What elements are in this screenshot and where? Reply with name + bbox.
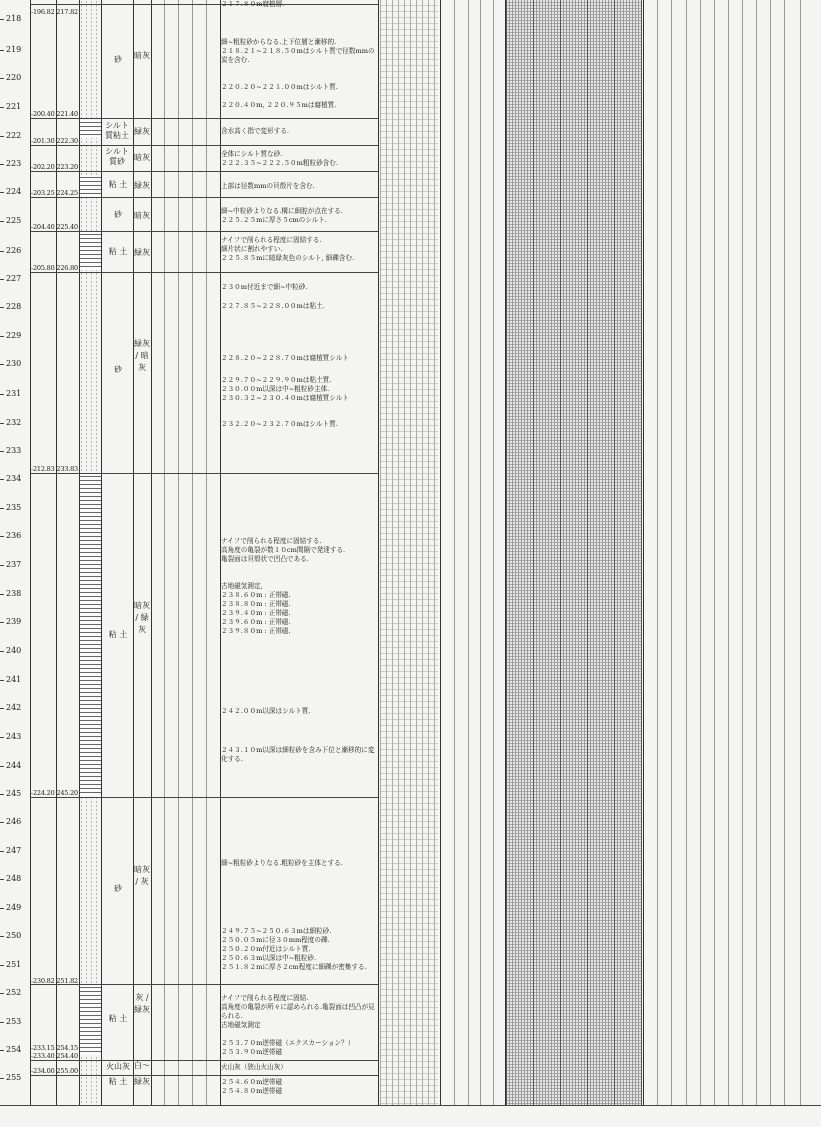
depth-tick: [0, 1078, 4, 1079]
depth-tick: [0, 766, 4, 767]
depth-label: 249: [6, 903, 22, 912]
description-text: ナイフで削られる程度に固結する. 細片状に割れやすい. ２２５.８５mに暗緑灰色のシルト, 細礫含む.: [221, 236, 355, 262]
depth-label: 242: [6, 703, 22, 712]
depth-tick: [0, 221, 4, 222]
soil-color: 灰 / 緑灰: [134, 993, 150, 1014]
lithology-clay-band-3: [79, 232, 101, 270]
depth-tick: [0, 336, 4, 337]
depth-tick: [0, 451, 4, 452]
description-text: ２２０.４０m, ２２０.９５mは腐植質.: [221, 101, 337, 109]
depth-label: 220: [6, 73, 22, 82]
description-text: ２２８.２０~２２８.７０mは腐植質シルト: [221, 354, 349, 362]
soil-name: 砂: [114, 884, 122, 893]
soil-color: 暗灰 / 緑灰: [134, 601, 150, 634]
depth-label: 245: [6, 789, 22, 798]
depth-label: 218: [6, 14, 22, 23]
description-text: ２５３.７０m逆帯磁（エクスカーション？） ２５３.９０m逆帯磁: [221, 1039, 355, 1056]
description-text: ２２７.８５~２２８.００mは粘土.: [221, 302, 325, 310]
soil-color: 緑灰: [134, 1077, 150, 1086]
depth-tick: [0, 536, 4, 537]
description-text: 上部は径数mmの貝殻片を含む.: [221, 182, 315, 190]
depth-label: 254: [6, 1045, 22, 1054]
elevation-label: -203.25 224.25: [31, 189, 78, 197]
lithology-clay-band-4: [79, 474, 101, 796]
depth-label: 226: [6, 246, 22, 255]
depth-tick: [0, 708, 4, 709]
depth-tick: [0, 680, 4, 681]
depth-tick: [0, 622, 4, 623]
description-text: 古地磁気測定, ２３８.６０m : 正帯磁. ２３８.８０m : 正帯磁. ２３９.４０m : 正帯磁. ２３９.６０m : 正帯磁. ２３９.８０m : 正帯磁.: [221, 582, 291, 635]
description-text: ２３０m付近まで細~中粒砂.: [221, 283, 308, 291]
soil-color: 緑灰: [134, 248, 150, 257]
depth-label: 238: [6, 589, 22, 598]
soil-name: 粘 土: [108, 1077, 128, 1086]
depth-tick: [0, 794, 4, 795]
depth-label: 243: [6, 732, 22, 741]
depth-tick: [0, 136, 4, 137]
depth-tick: [0, 423, 4, 424]
depth-tick: [0, 936, 4, 937]
lithology-clay-band-5: [79, 985, 101, 1055]
elevation-label: -212.83 233.83: [31, 465, 78, 473]
elevation-label: -204.40 225.40: [31, 223, 78, 231]
soil-name: 砂: [114, 365, 122, 374]
description-text: ２５４.６０m逆帯磁 ２５４.８０m逆帯磁: [221, 1078, 283, 1095]
lithology-clay-band-2: [79, 175, 101, 197]
lithology-clay-band-1: [79, 120, 101, 138]
depth-tick: [0, 78, 4, 79]
elevation-label: -200.40 221.40: [31, 110, 78, 118]
description-text: 細~粗粒砂よりなる.粗粒砂を主体とする.: [221, 859, 343, 867]
depth-tick: [0, 565, 4, 566]
depth-label: 229: [6, 331, 22, 340]
depth-label: 230: [6, 359, 22, 368]
depth-label: 222: [6, 131, 22, 140]
depth-label: 241: [6, 675, 22, 684]
graph-grid-small: [380, 0, 438, 1105]
soil-name: シルト質砂: [105, 147, 129, 166]
soil-color: 暗灰: [134, 153, 150, 162]
depth-label: 248: [6, 874, 22, 883]
depth-tick: [0, 508, 4, 509]
depth-tick: [0, 279, 4, 280]
description-text: 細~粗粒砂からなる.上下位層と漸移的. ２１８.２１~２１８.５０mはシルト質で径数mmの炭を含む.: [221, 38, 375, 64]
depth-tick: [0, 364, 4, 365]
depth-tick: [0, 965, 4, 966]
soil-color: 暗灰 / 灰: [134, 865, 150, 886]
depth-label: 240: [6, 646, 22, 655]
depth-label: 219: [6, 45, 22, 54]
soil-name: 砂: [114, 55, 122, 64]
depth-label: 244: [6, 761, 22, 770]
depth-tick: [0, 822, 4, 823]
soil-color: 白〜: [134, 1061, 150, 1070]
depth-label: 239: [6, 617, 22, 626]
depth-label: 224: [6, 187, 22, 196]
soil-color: 暗灰: [134, 51, 150, 60]
depth-tick: [0, 908, 4, 909]
soil-name: 粘 土: [108, 180, 128, 189]
description-text: 火山灰（狭山火山灰）: [221, 1063, 287, 1071]
depth-label: 221: [6, 102, 22, 111]
description-text: ２４２.００m以深はシルト質.: [221, 707, 311, 715]
description-text: ２４３.１０m以深は細粒砂を含み下位と漸移的に変化する.: [221, 746, 375, 763]
depth-label: 247: [6, 846, 22, 855]
soil-name: シルト質粘土: [105, 121, 129, 140]
depth-tick: [0, 851, 4, 852]
depth-tick: [0, 164, 4, 165]
depth-tick: [0, 1050, 4, 1051]
elevation-label: -201.30 222.30: [31, 137, 78, 145]
description-text: 全体にシルト質な砂. ２２２.３５~２２２.５０m粗粒砂含む.: [221, 150, 338, 167]
depth-tick: [0, 307, 4, 308]
soil-name: 粘 土: [108, 1014, 128, 1023]
description-text: ２１７.８０m腐植層.: [221, 0, 285, 8]
depth-tick: [0, 993, 4, 994]
description-text: ナイフで削られる程度に固結. 高角度の亀裂が所々に認められる.亀裂面は凹凸が見られる. 古地磁気測定: [221, 994, 375, 1029]
soil-name: 粘 土: [108, 630, 128, 639]
description-text: 細~中粒砂よりなる.構に細腔が点在する. ２２５.２５mに厚さ５cmのシルト.: [221, 207, 343, 224]
depth-tick: [0, 594, 4, 595]
graph-grid-large: [506, 0, 642, 1105]
depth-label: 250: [6, 931, 22, 940]
depth-tick: [0, 192, 4, 193]
description-text: ２３２.２０~２３２.７０mはシルト質.: [221, 420, 338, 428]
depth-label: 255: [6, 1073, 22, 1082]
elevation-label: -202.20 223.20: [31, 163, 78, 171]
description-text: ２２９.７０~２２９.９０mは粘土質. ２３０.００m以深は中~粗粒砂主体. ２３０.３２~２３０.４０mは腐植質シルト: [221, 376, 349, 402]
depth-label: 252: [6, 988, 22, 997]
depth-tick: [0, 251, 4, 252]
elevation-label: -233.15 254.15: [31, 1044, 78, 1052]
depth-tick: [0, 1022, 4, 1023]
description-text: 含水高く指で変形する.: [221, 127, 290, 135]
soil-color: 暗灰: [134, 211, 150, 220]
depth-tick: [0, 479, 4, 480]
depth-tick: [0, 107, 4, 108]
soil-name: 火山灰: [106, 1062, 130, 1071]
depth-label: 246: [6, 817, 22, 826]
depth-label: 235: [6, 503, 22, 512]
description-text: ２４９.７５~２５０.６３mは細粒砂. ２５０.０５mに径３０mm程度の礫. ２５０.２０m付近はシルト質. ２５０.６３m以深は中~粗粒砂. ２５１.８２mに厚さ２cm程度に細礫が密集する.: [221, 927, 367, 971]
elevation-label: -234.00 255.00: [31, 1067, 78, 1075]
soil-name: 粘 土: [108, 247, 128, 256]
depth-tick: [0, 737, 4, 738]
depth-tick: [0, 394, 4, 395]
soil-name: 砂: [114, 210, 122, 219]
elevation-label: -205.80 226.80: [31, 264, 78, 272]
soil-color: 緑灰: [134, 127, 150, 136]
depth-label: 233: [6, 446, 22, 455]
description-text: ナイフで削られる程度に固結する. 高角度の亀裂が数１０cm間隔で発達する. 亀裂面は貝殻状で凹凸である.: [221, 537, 346, 563]
depth-label: 251: [6, 960, 22, 969]
depth-label: 236: [6, 531, 22, 540]
depth-label: 234: [6, 474, 22, 483]
elevation-label: -233.40 254.40: [31, 1052, 78, 1060]
depth-label: 227: [6, 274, 22, 283]
depth-label: 232: [6, 418, 22, 427]
depth-label: 225: [6, 216, 22, 225]
depth-label: 231: [6, 389, 22, 398]
depth-label: 228: [6, 302, 22, 311]
elevation-label: -196.82 217.82: [31, 8, 78, 16]
depth-tick: [0, 651, 4, 652]
depth-tick: [0, 879, 4, 880]
elevation-label: -230.82 251.82: [31, 977, 78, 985]
depth-label: 253: [6, 1017, 22, 1026]
depth-label: 237: [6, 560, 22, 569]
soil-color: 緑灰 / 暗灰: [134, 339, 150, 372]
soil-color: 緑灰: [134, 181, 150, 190]
description-text: ２２０.２０~２２１.００mはシルト質.: [221, 83, 338, 91]
depth-tick: [0, 19, 4, 20]
depth-tick: [0, 50, 4, 51]
depth-label: 223: [6, 159, 22, 168]
elevation-label: -224.20 245.20: [31, 789, 78, 797]
